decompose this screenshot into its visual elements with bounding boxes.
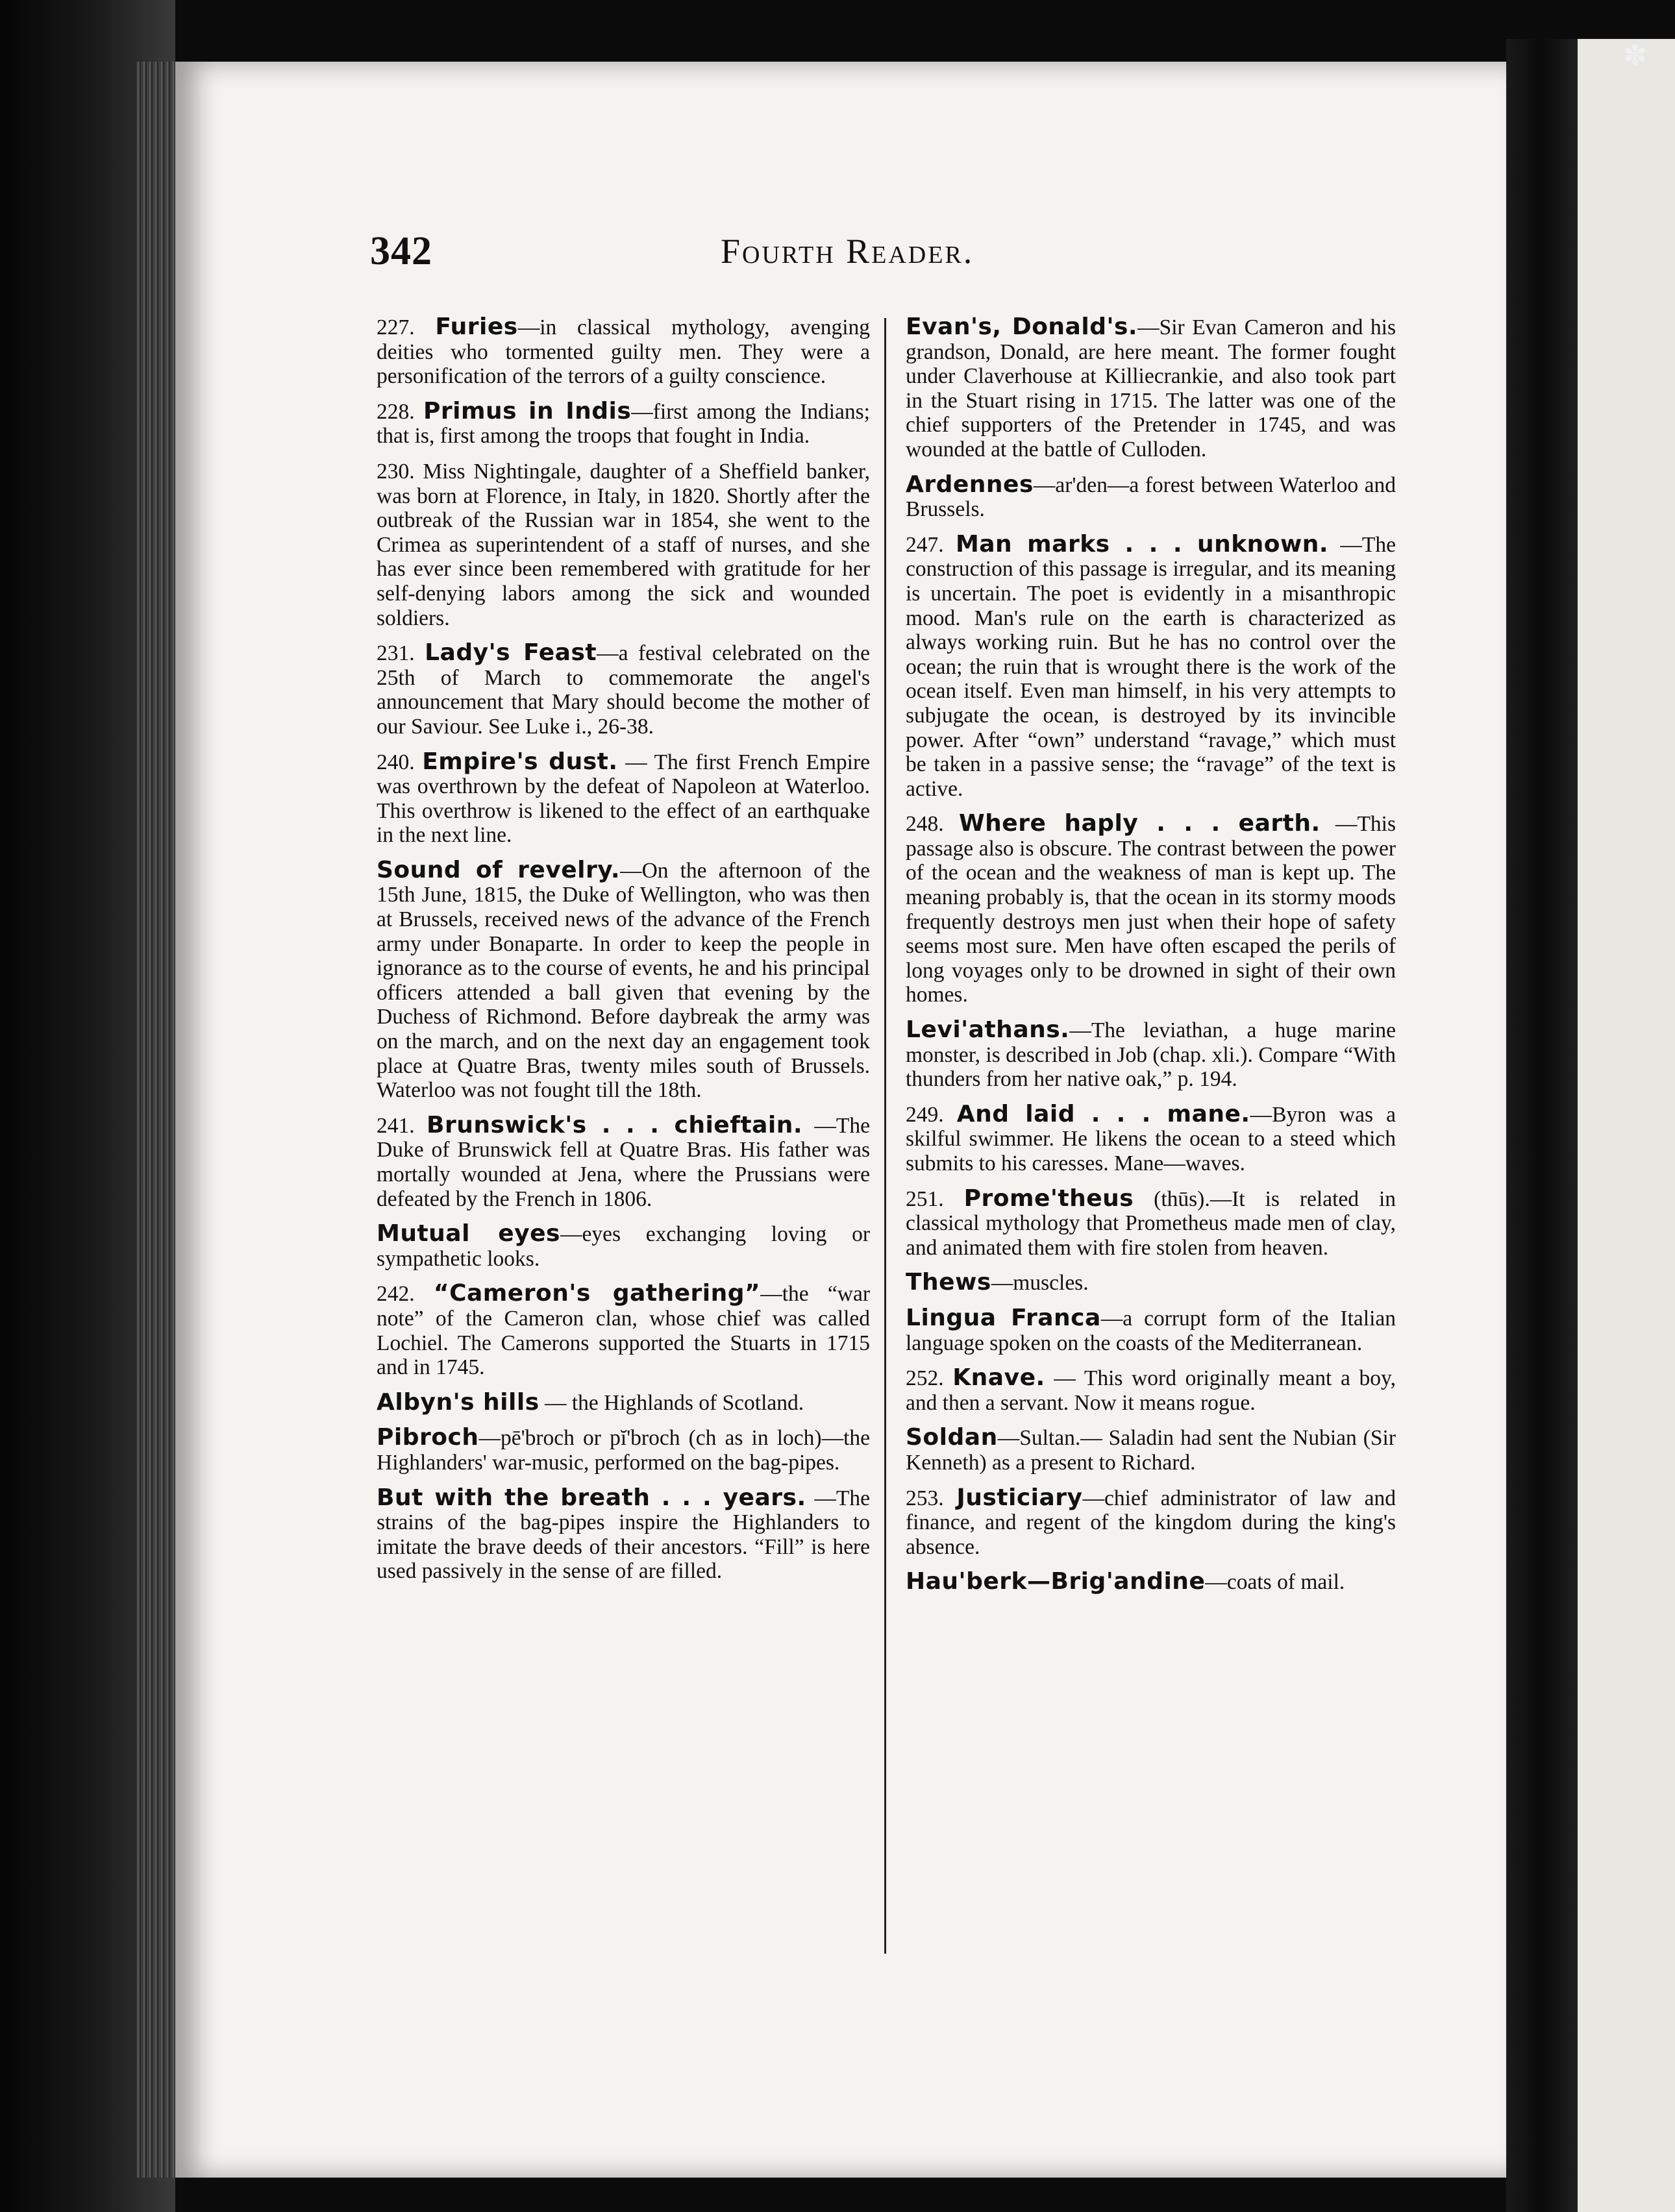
note-headword: Mutual eyes (377, 1220, 560, 1247)
note-entry (906, 473, 1396, 522)
right-column (906, 315, 1396, 1605)
note-headword: And laid . . . mane. (956, 1100, 1250, 1127)
note-text: (thūs).—It is related in classical mythology that Prometheus made men of clay, and animated them with fire stolen from heaven. (906, 1186, 1396, 1260)
note-headword: Where haply . . . earth. (958, 810, 1321, 837)
note-text: —pē'broch or pĭ'broch (ch as in loch)—the Highlanders' war-music, performed on the bag-pipes. (377, 1426, 870, 1475)
note-number: 230. (377, 459, 415, 484)
left-column (377, 315, 870, 1594)
note-headword: Empire's dust. (422, 748, 618, 775)
note-headword: But with the breath . . . years. (377, 1484, 806, 1511)
note-text: —Byron was a skilful swimmer. He likens the ocean to a steed which submits to his caresses. Mane—waves. (906, 1102, 1396, 1175)
note-text: Miss Nightingale, daughter of a Sheffield banker, was born at Florence, in Italy, in 1820. Shortly after the outbreak of the Russian war in 1854, she went to the Crimea as superintendent of a staff of nurses, and she has ever since been remembered with gratitude for her self-denying labors among the sick and wounded soldiers. (377, 459, 871, 630)
note-number: 247. (906, 532, 944, 557)
note-text: —The strains of the bag-pipes inspire the Highlanders to imitate the brave deeds of their ancestors. “Fill” is here used passively in the sense of are filled. (377, 1486, 870, 1584)
note-entry (906, 1018, 1396, 1092)
note-text: — The first French Empire was overthrown by the defeat of Napoleon at Waterloo. This overthrow is likened to the effect of an earthquake in the next line. (377, 750, 871, 848)
note-entry (906, 315, 1396, 462)
note-headword: Pibroch (377, 1424, 479, 1451)
note-text: —in classical mythology, avenging deities who tormented guilty men. They were a personification of the terrors of a guilty conscience. (377, 315, 870, 389)
note-text: —The leviathan, a huge marine monster, is described in Job (chap. xli.). Compare “With thunders from her native oak,” p. 194. (906, 1018, 1396, 1092)
note-headword: Evan's, Donald's. (906, 313, 1138, 340)
note-number: 249. (906, 1102, 944, 1127)
note-number: 252. (906, 1366, 944, 1391)
note-text: —Sultan.— Saladin had sent the Nubian (Sir Kenneth) as a present to Richard. (906, 1426, 1396, 1475)
note-text: —the “war note” of the Cameron clan, whose chief was called Lochiel. The Camerons supported the Stuarts in 1715 and in 1745. (377, 1282, 871, 1380)
note-headword: Albyn's hills (377, 1388, 540, 1416)
note-headword: Soldan (906, 1424, 998, 1451)
note-entry (906, 1569, 1396, 1595)
note-entry (377, 750, 870, 848)
corner-mark-icon: ✽ (1623, 39, 1647, 72)
note-headword: Furies (435, 313, 518, 340)
note-entry (906, 1486, 1396, 1560)
note-entry (906, 1306, 1396, 1355)
note-text: —The Duke of Brunswick fell at Quatre Bras. His father was mortally wounded at Jena, where the Prussians were defeated by the French in 1806. (377, 1113, 870, 1211)
note-text: —coats of mail. (1205, 1570, 1345, 1595)
note-headword: Primus in Indis (423, 397, 632, 424)
note-entry (377, 858, 870, 1103)
note-number: 242. (377, 1282, 415, 1307)
note-entry (906, 1366, 1396, 1415)
note-headword: Prome'theus (963, 1185, 1134, 1212)
note-number: 248. (906, 812, 944, 837)
note-headword: Levi'athans. (906, 1016, 1070, 1044)
note-headword: Justiciary (956, 1484, 1083, 1511)
note-entry (906, 811, 1396, 1007)
note-headword: Ardennes (906, 471, 1034, 498)
note-headword: Hau'berk—Brig'andine (906, 1568, 1206, 1595)
note-text: —ar'den—a forest between Waterloo and Brussels. (906, 473, 1396, 522)
page-header (370, 228, 1058, 280)
note-entry (377, 315, 870, 389)
note-headword: Lingua Franca (906, 1304, 1101, 1331)
note-text: —The construction of this passage is irregular, and its meaning is uncertain. The poet is evidently in a misanthropic mood. Man's rule on the earth is characterized as always working ruin. But he has no control over the ocean; the ruin that is wrought there is the work of the ocean itself. Even man himself, in his very attempts to subjugate the ocean, is destroyed by its invincible power. After “own” understand “ravage,” which must be taken in a passive sense; the “ravage” of the text is active. (906, 532, 1396, 801)
note-text: — the Highlands of Scotland. (539, 1390, 804, 1415)
note-number: 227. (377, 315, 415, 339)
note-entry (377, 1281, 870, 1379)
note-entry (377, 641, 870, 739)
note-number: 253. (906, 1486, 944, 1510)
note-number: 228. (377, 399, 415, 424)
note-headword: Knave. (952, 1364, 1045, 1392)
note-headword: Brunswick's . . . chieftain. (427, 1111, 803, 1138)
note-text: —This passage also is obscure. The contrast between the power of the ocean and the weakness of man is kept up. The meaning probably is, that the ocean in its stormy moods frequently destroys men just when their hope of safety seems most sure. Men have often escaped the perils of long voyages only to be drowned in sight of their own homes. (906, 812, 1396, 1007)
note-text: —chief administrator of law and finance, and regent of the kingdom during the king's absence. (906, 1486, 1396, 1559)
note-entry (377, 1390, 870, 1416)
running-title: Fourth Reader. (721, 232, 974, 271)
note-text: —a corrupt form of the Italian language spoken on the coasts of the Mediterranean. (906, 1306, 1396, 1355)
note-text: —muscles. (991, 1271, 1089, 1296)
note-text: —eyes exchanging loving or sympathetic looks. (377, 1222, 870, 1271)
note-entry (377, 459, 870, 630)
note-headword: Man marks . . . unknown. (955, 530, 1329, 558)
note-headword: Lady's Feast (425, 639, 597, 667)
page-number: 342 (370, 229, 432, 273)
note-entry (377, 1222, 870, 1271)
facing-page-strip (1578, 39, 1675, 2212)
note-entry (906, 532, 1396, 802)
note-headword: Thews (906, 1269, 991, 1296)
note-text: —a festival celebrated on the 25th of March to commemorate the angel's announcement that Mary should become the mother of our Saviour. See Luke i., 26-38. (377, 641, 871, 739)
note-entry (377, 1113, 870, 1211)
note-entry (906, 1270, 1396, 1296)
note-text: —On the afternoon of the 15th June, 1815, the Duke of Wellington, who was then at Brussels, received news of the advance of the French army under Bonaparte. In order to keep the people in ignorance as to the course of events, he and his principal officers attended a ball given that evening by the Duchess of Richmond. Before daybreak the army was on the march, and on the next day an engagement took place at Quatre Bras, twenty miles south of Brussels. Waterloo was not fought till the 18th. (377, 858, 871, 1103)
note-entry (377, 399, 870, 449)
note-headword: Sound of revelry. (377, 856, 621, 883)
note-entry (906, 1186, 1396, 1260)
note-entry (906, 1102, 1396, 1176)
note-number: 251. (906, 1186, 944, 1211)
note-headword: “Cameron's gathering” (433, 1280, 761, 1307)
note-entry (906, 1425, 1396, 1475)
note-number: 231. (377, 641, 415, 666)
note-number: 240. (377, 750, 415, 774)
note-entry (377, 1486, 870, 1584)
note-text: — This word originally meant a boy, and then a servant. Now it means rogue. (906, 1366, 1396, 1415)
note-entry (377, 1425, 870, 1475)
column-rule (884, 318, 886, 1954)
note-text: —Sir Evan Cameron and his grandson, Donald, are here meant. The former fought under Claverhouse at Killiecrankie, and also took part in the Stuart rising in 1715. The latter was one of the chief supporters of the Pretender in 1745, and was wounded at the battle of Culloden. (906, 315, 1396, 461)
note-number: 241. (377, 1113, 415, 1138)
note-text: —first among the Indians; that is, first among the troops that fought in India. (377, 399, 870, 449)
